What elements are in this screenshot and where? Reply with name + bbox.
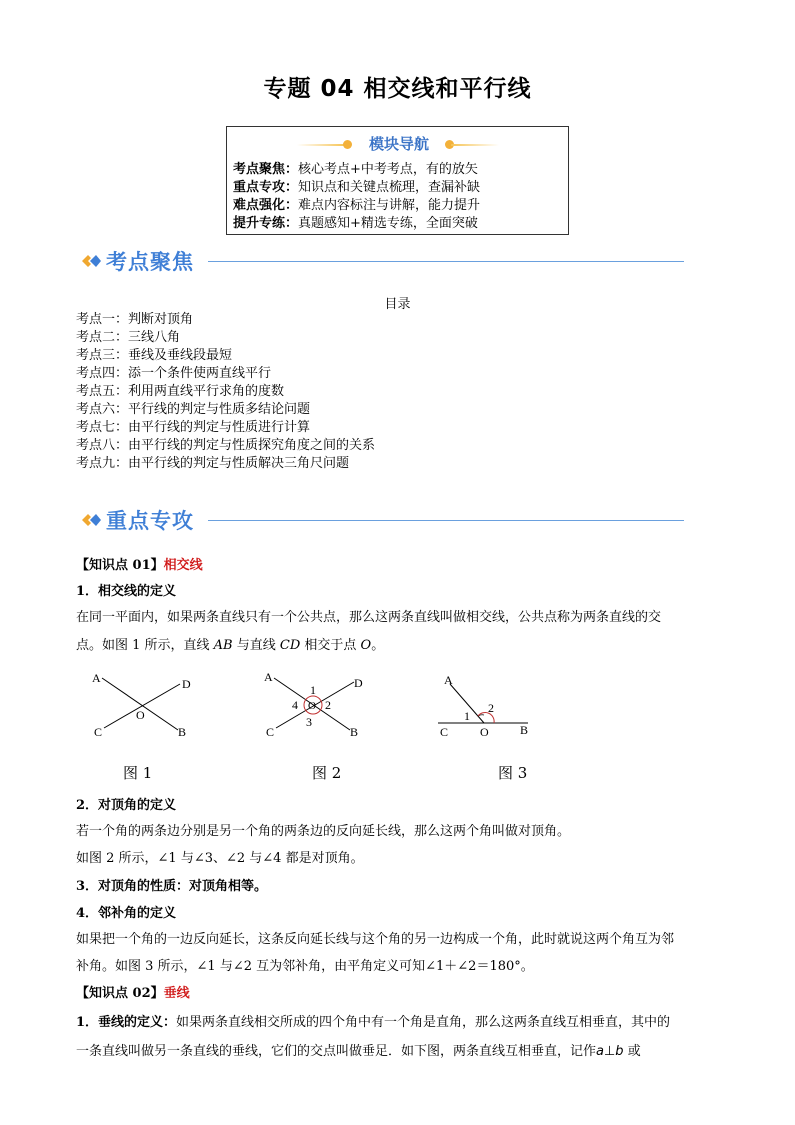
point-label: B [178,725,187,739]
point-label: O [308,700,316,712]
toc-item[interactable]: 考点一：判断对顶角 [76,312,194,327]
toc-heading: 目录 [384,297,411,312]
module-nav-box [226,126,569,235]
paragraph-line: 一条直线叫做另一条直线的垂线，它们的交点叫做垂足．如下图，两条直线互相垂直，记作a⊥b 或 [76,1044,641,1059]
definition-label: 1．垂线的定义： [76,1015,177,1030]
point-label: A [444,673,453,687]
section-header-key [80,505,690,535]
point-label: A [264,670,273,684]
toc-item[interactable]: 考点三：垂线及垂线段最短 [76,348,233,363]
paragraph-line: 1．垂线的定义：如果两条直线相交所成的四个角中有一个角是直角，那么这两条直线互相垂直，其中的 [76,1015,671,1030]
angle-label: 4 [292,698,298,712]
paragraph-line: 如果把一个角的一边反向延长，这条反向延长线与这个角的另一边构成一个角，此时就说这两个角互为邻 [76,932,675,947]
kp-name: 相交线 [163,558,203,573]
double-chevron-icon [80,252,102,270]
dot-icon [343,140,352,149]
perpendicular-notation: a⊥b [596,1044,624,1059]
nav-row-label: 提升专练： [233,216,299,231]
point-label: C [266,725,275,739]
page-title: 专题 04 相交线和平行线 [263,76,532,102]
nav-row-text: 难点内容标注与讲解，能力提升 [298,198,481,213]
paragraph-line: 如图 2 所示，∠1 与∠3、∠2 与∠4 都是对顶角。 [76,851,364,866]
point-label: A [92,671,101,685]
nav-row-label: 难点强化： [233,198,299,213]
figure-2 [262,668,372,743]
nav-row [233,215,478,233]
paragraph-line: 在同一平面内，如果两条直线只有一个公共点，那么这两条直线叫做相交线，公共点称为两条直线的交 [76,610,662,625]
nav-row [233,161,478,179]
nav-row-label: 重点专攻： [233,180,299,195]
toc-item[interactable]: 考点五：利用两直线平行求角的度数 [76,384,285,399]
heading-intersecting-lines: 1．相交线的定义 [76,584,177,599]
point-label: B [350,725,359,739]
point-label: D [182,677,191,691]
angle-label: 3 [306,715,312,729]
heading-adjacent-supplementary: 4．邻补角的定义 [76,906,177,921]
paragraph-line: 点。如图 1 所示，直线 AB 与直线 CD 相交于点 O。 [76,638,385,653]
nav-row [233,197,480,215]
knowledge-point-01 [76,554,203,573]
angle-label: 2 [325,698,331,712]
point-label: O [136,708,145,722]
section-header-focus [80,246,690,276]
paragraph-line: 补角。如图 3 所示，∠1 与∠2 互为邻补角，由平角定义可知∠1＋∠2＝180°。 [76,959,534,974]
point-label: C [94,725,103,739]
paragraph-line: 若一个角的两条边分别是另一个角的两条边的反向延长线，那么这两个角叫做对顶角。 [76,824,571,839]
module-nav-title: 模块导航 [368,135,429,153]
figure-caption: 图 2 [312,764,342,782]
section-title: 重点专攻 [106,509,194,533]
point-label: B [520,723,529,737]
nav-row-text: 真题感知+精选专练，全面突破 [298,216,478,231]
kp-name: 垂线 [163,986,190,1001]
angle-label: 1 [310,683,316,697]
toc-item[interactable]: 考点七：由平行线的判定与性质进行计算 [76,420,311,435]
module-nav-header [227,133,568,155]
angle-label: 1 [464,709,470,723]
figure-1 [90,668,200,743]
section-title: 考点聚焦 [106,250,194,274]
point-label: C [440,725,449,739]
nav-row-text: 核心考点+中考考点，有的放矢 [298,162,478,177]
figure-3 [436,668,536,743]
heading-vertical-angles: 2．对顶角的定义 [76,798,177,813]
figure-caption: 图 3 [498,764,528,782]
kp-tag: 【知识点 01】 [76,558,164,573]
nav-row-text: 知识点和关键点梳理，查漏补缺 [298,180,481,195]
figure-caption: 图 1 [123,764,153,782]
toc-list [76,311,375,473]
toc-item[interactable]: 考点六：平行线的判定与性质多结论问题 [76,402,311,417]
nav-row [233,179,480,197]
kp-tag: 【知识点 02】 [76,986,164,1001]
toc-item[interactable]: 考点八：由平行线的判定与性质探究角度之间的关系 [76,438,376,453]
knowledge-point-02 [76,982,190,1001]
angle-label: 2 [488,701,494,715]
toc-item[interactable]: 考点四：添一个条件使两直线平行 [76,366,272,381]
double-chevron-icon [80,511,102,529]
point-label: D [354,676,363,690]
point-label: O [480,725,489,739]
nav-row-label: 考点聚焦： [233,162,299,177]
toc-item[interactable]: 考点九：由平行线的判定与性质解决三角尺问题 [76,456,350,471]
heading-vertical-angle-property: 3．对顶角的性质：对顶角相等。 [76,879,268,894]
toc-item[interactable]: 考点二：三线八角 [76,330,181,345]
